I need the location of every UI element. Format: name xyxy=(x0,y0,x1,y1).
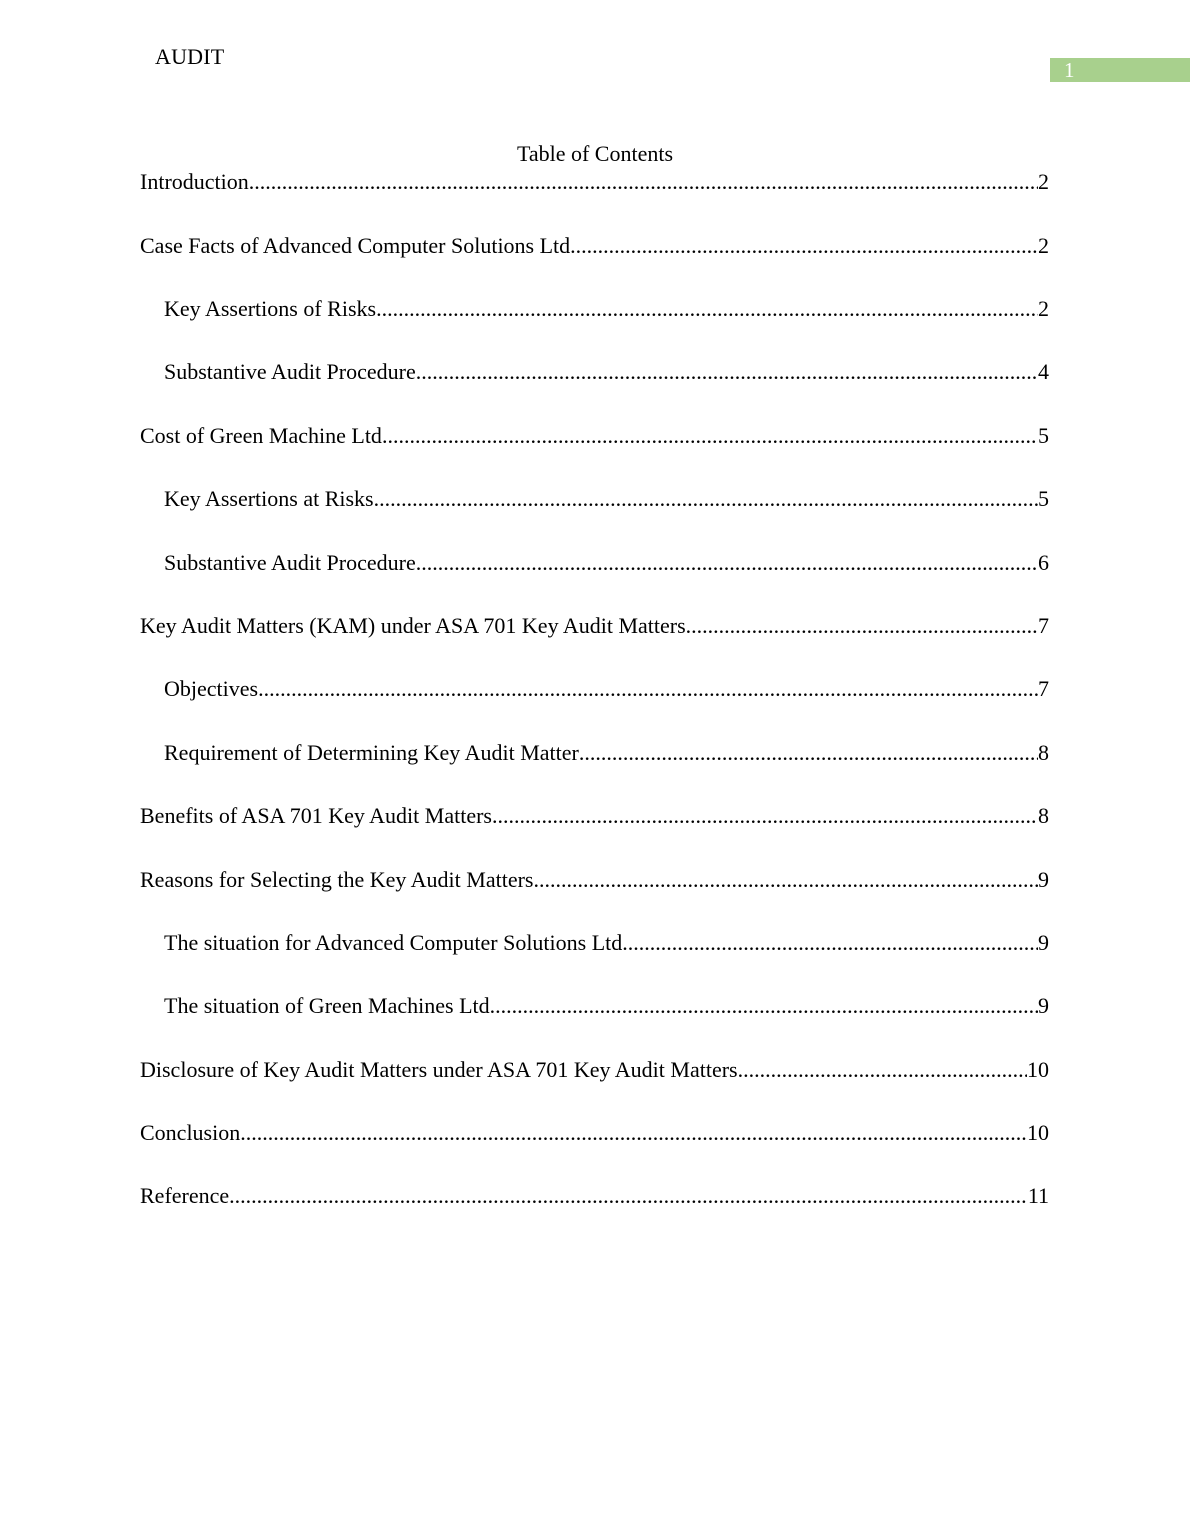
toc-leader-dots xyxy=(492,802,1038,830)
toc-entry[interactable] xyxy=(164,549,1049,577)
toc-title: Table of Contents xyxy=(516,141,674,166)
toc-entry[interactable] xyxy=(164,739,1049,767)
toc-entry-label: Introduction xyxy=(140,169,249,194)
toc-entry-label: Substantive Audit Procedure xyxy=(164,359,416,384)
toc-entry-page: 8 xyxy=(1038,803,1049,828)
toc-leader-dots xyxy=(240,1119,1027,1147)
toc-entry-label: Requirement of Determining Key Audit Matter xyxy=(164,740,579,765)
toc-entry-label: Reference xyxy=(140,1183,230,1208)
toc-leader-dots xyxy=(416,358,1038,386)
page-number: 1 xyxy=(1064,58,1075,82)
toc-entry-page: 2 xyxy=(1038,169,1049,194)
toc-entry[interactable] xyxy=(164,358,1049,386)
toc-entry[interactable] xyxy=(140,1182,1049,1210)
toc-entry-page: 9 xyxy=(1038,867,1049,892)
toc-leader-dots xyxy=(490,992,1038,1020)
toc-entry-label: Key Audit Matters (KAM) under ASA 701 Key Audit Matters xyxy=(140,613,686,638)
toc-entry-label: Key Assertions at Risks xyxy=(164,486,374,511)
toc-entry-page: 11 xyxy=(1027,1183,1049,1208)
toc-entry-page: 2 xyxy=(1038,233,1049,258)
toc-entry[interactable] xyxy=(164,485,1049,513)
toc-leader-dots xyxy=(249,168,1038,196)
toc-leader-dots xyxy=(374,485,1038,513)
toc-entry-label: Disclosure of Key Audit Matters under ASA 701 Key Audit Matters xyxy=(140,1057,738,1082)
toc-leader-dots xyxy=(382,422,1038,450)
toc-entry-page: 9 xyxy=(1038,930,1049,955)
toc-entry[interactable] xyxy=(140,422,1049,450)
toc-entry[interactable] xyxy=(140,232,1049,260)
toc-entry[interactable] xyxy=(164,929,1049,957)
toc-entry-page: 5 xyxy=(1038,486,1049,511)
toc-entry[interactable] xyxy=(164,675,1049,703)
toc-entry-label: Case Facts of Advanced Computer Solutions Ltd xyxy=(140,233,571,258)
toc-leader-dots xyxy=(258,675,1038,703)
toc-leader-dots xyxy=(376,295,1038,323)
toc-entry-label: Cost of Green Machine Ltd xyxy=(140,423,382,448)
toc-entry-label: Key Assertions of Risks xyxy=(164,296,377,321)
toc-entry[interactable] xyxy=(140,802,1049,830)
toc-entry-label: The situation for Advanced Computer Solutions Ltd xyxy=(164,930,623,955)
toc-entry-page: 9 xyxy=(1038,993,1049,1018)
toc-entry-page: 10 xyxy=(1027,1057,1049,1082)
toc-entry-page: 4 xyxy=(1038,359,1049,384)
toc-leader-dots xyxy=(579,739,1038,767)
toc-entry-label: Reasons for Selecting the Key Audit Matters xyxy=(140,867,534,892)
toc-leader-dots xyxy=(533,866,1038,894)
toc-entry-page: 8 xyxy=(1038,740,1049,765)
toc-entry[interactable] xyxy=(140,1056,1049,1084)
toc-entry-page: 5 xyxy=(1038,423,1049,448)
toc-entry-page: 7 xyxy=(1038,676,1049,701)
toc-entry-page: 10 xyxy=(1027,1120,1049,1145)
toc-entry[interactable] xyxy=(140,866,1049,894)
running-head: AUDIT xyxy=(155,44,225,69)
toc-entry-label: Benefits of ASA 701 Key Audit Matters xyxy=(140,803,492,828)
toc-leader-dots xyxy=(229,1182,1028,1210)
toc-entry-page: 6 xyxy=(1038,550,1049,575)
toc-leader-dots xyxy=(570,232,1038,260)
toc-entry[interactable] xyxy=(140,1119,1049,1147)
toc-leader-dots xyxy=(622,929,1038,957)
toc-entry-page: 2 xyxy=(1038,296,1049,321)
toc-leader-dots xyxy=(686,612,1038,640)
toc-entry[interactable] xyxy=(164,295,1049,323)
toc-leader-dots xyxy=(416,549,1038,577)
toc-entry-label: Objectives xyxy=(164,676,259,701)
toc-entry-label: Conclusion xyxy=(140,1120,241,1145)
toc-entry[interactable] xyxy=(164,992,1049,1020)
toc-entry-label: The situation of Green Machines Ltd xyxy=(164,993,490,1018)
toc-entry-label: Substantive Audit Procedure xyxy=(164,550,416,575)
toc-entry-page: 7 xyxy=(1038,613,1049,638)
toc-entry[interactable] xyxy=(140,612,1049,640)
toc-entry[interactable] xyxy=(140,168,1049,196)
toc-leader-dots xyxy=(738,1056,1027,1084)
